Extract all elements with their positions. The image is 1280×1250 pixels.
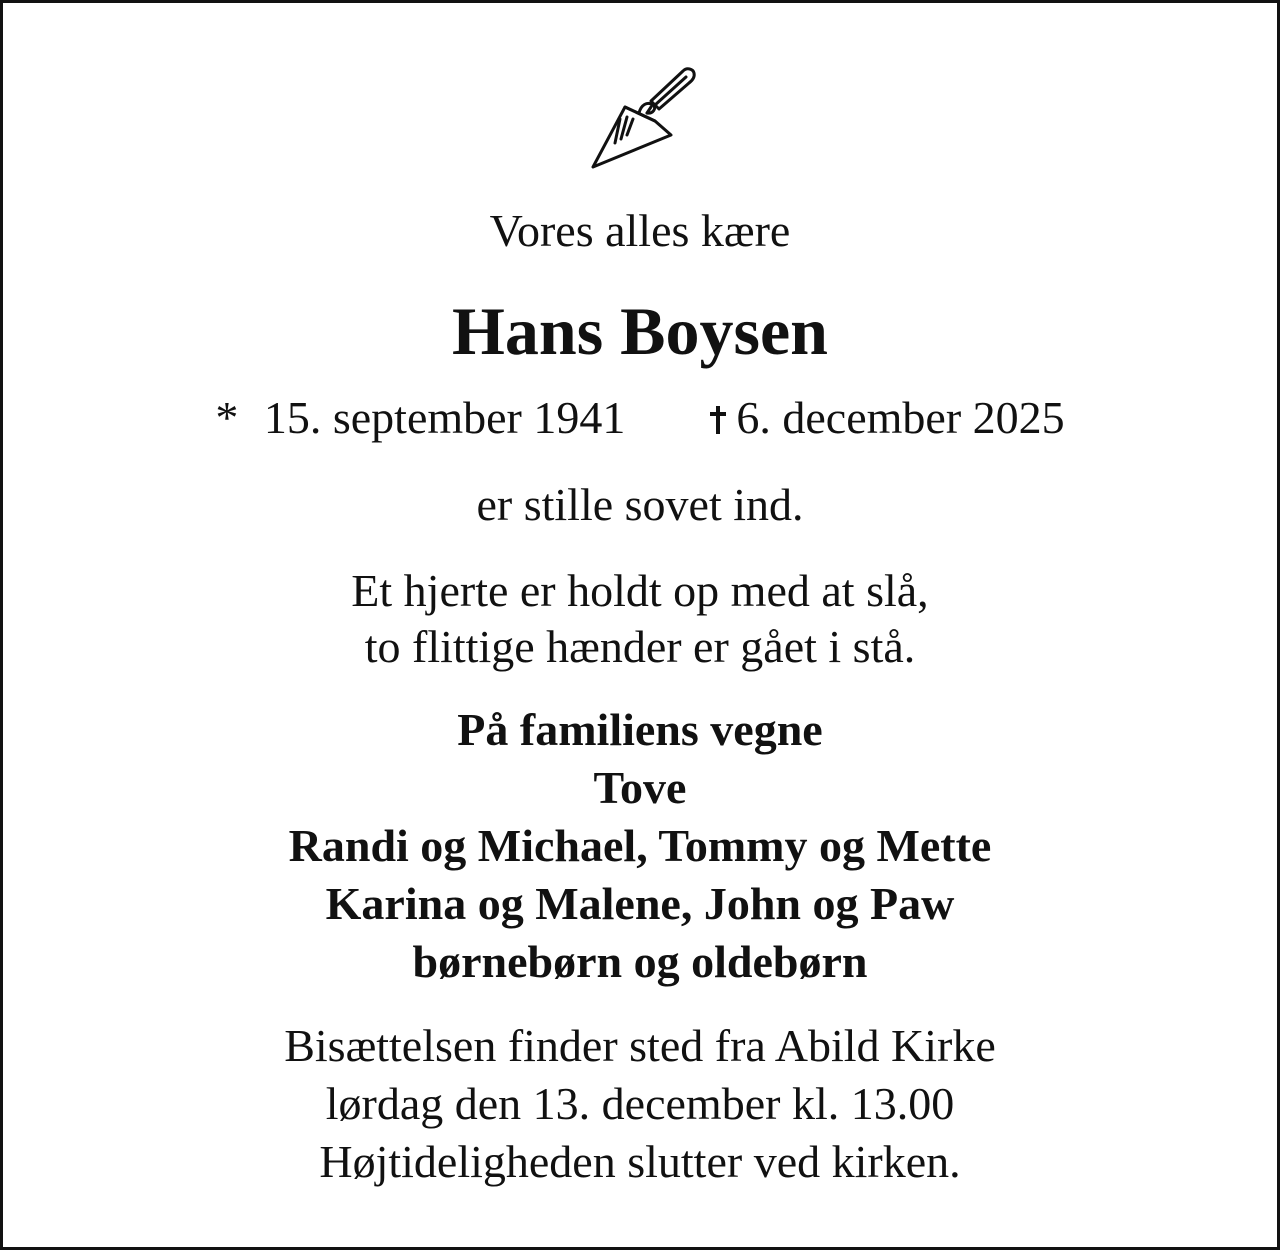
family-line: På familiens vegne: [457, 704, 823, 755]
funeral-line: Højtideligheden slutter ved kirken.: [319, 1136, 961, 1187]
family-line: Randi og Michael, Tommy og Mette: [288, 820, 992, 871]
funeral-line: lørdag den 13. december kl. 13.00: [325, 1078, 955, 1129]
family-line: Tove: [593, 762, 687, 813]
family-signature: [3, 701, 1277, 991]
death-date: 6. december 2025: [736, 392, 1065, 443]
birth-symbol: *: [215, 392, 239, 443]
passed-text: er stille sovet ind.: [476, 479, 804, 530]
family-line: børnebørn og oldebørn: [412, 936, 868, 987]
verse-line: Et hjerte er holdt op med at slå,: [351, 565, 929, 616]
funeral-info: [3, 1017, 1277, 1191]
deceased-name: Hans Boysen: [452, 293, 828, 369]
birth-date: 15. september 1941: [263, 392, 626, 443]
intro-text: Vores alles kære: [489, 205, 791, 256]
funeral-line: Bisættelsen finder sted fra Abild Kirke: [284, 1020, 996, 1071]
cross-icon: [708, 405, 728, 435]
memorial-verse: [3, 563, 1277, 675]
life-dates: [3, 389, 1277, 447]
family-line: Karina og Malene, John og Paw: [325, 878, 955, 929]
verse-line: to flittige hænder er gået i stå.: [364, 621, 916, 672]
trowel-icon: [587, 65, 699, 173]
